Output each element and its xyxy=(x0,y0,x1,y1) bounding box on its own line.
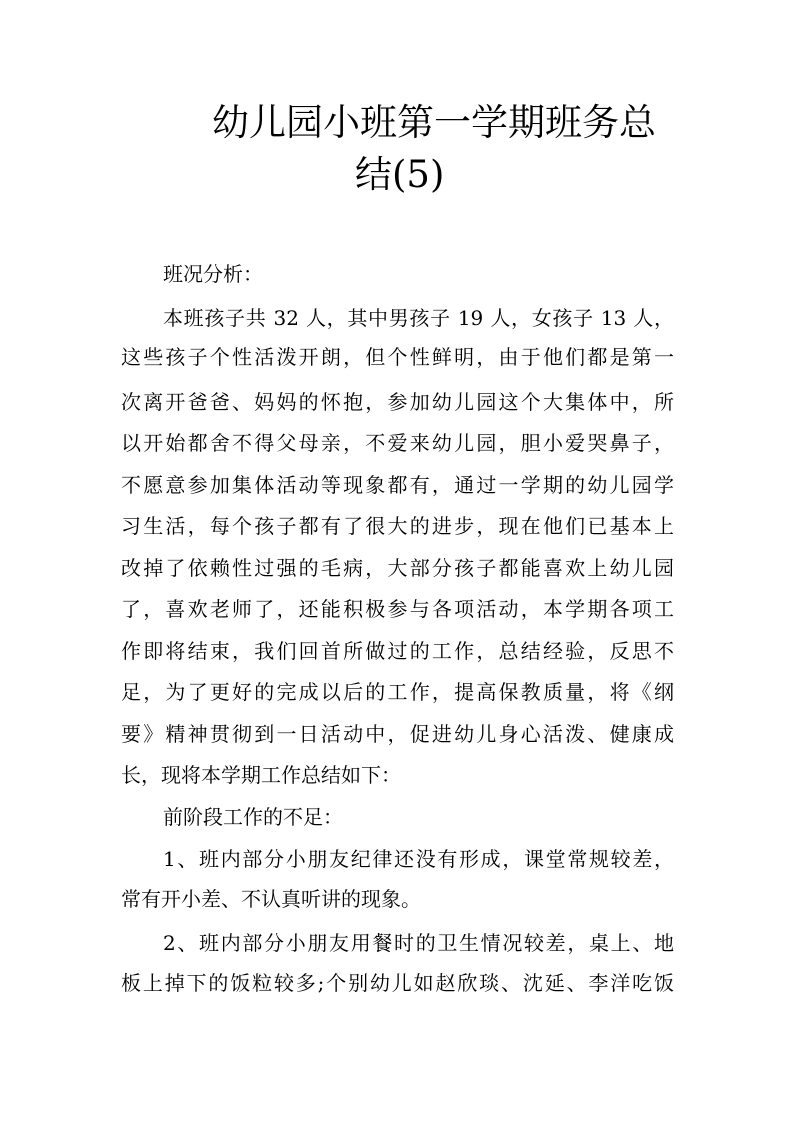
document-title-line-1: 幼儿园小班第一学期班务总 xyxy=(212,101,656,144)
paragraph-line: 足，为了更好的完成以后的工作，提高保教质量，将《纲 xyxy=(121,680,674,704)
list-item-2-continued: 板上掉下的饭粒较多;个别幼儿如赵欣琰、沈延、李洋吃饭 xyxy=(121,971,674,995)
paragraph-line: 要》精神贯彻到一日活动中，促进幼儿身心活泼、健康成 xyxy=(121,722,674,746)
paragraph-line: 长，现将本学期工作总结如下： xyxy=(121,763,401,787)
document-title-line-2: 结(5) xyxy=(355,153,445,196)
list-item-1-continued: 常有开小差、不认真听讲的现象。 xyxy=(121,887,421,911)
list-item-2: 2、班内部分小朋友用餐时的卫生情况较差，桌上、地 xyxy=(163,931,674,955)
section-heading-shortcomings: 前阶段工作的不足： xyxy=(163,805,343,829)
paragraph-line: 作即将结束，我们回首所做过的工作，总结经验，反思不 xyxy=(121,639,674,663)
paragraph-line: 本班孩子共 32 人，其中男孩子 19 人，女孩子 13 人， xyxy=(163,306,674,330)
paragraph-line: 这些孩子个性活泼开朗，但个性鲜明，由于他们都是第一 xyxy=(121,345,674,369)
paragraph-line: 不愿意参加集体活动等现象都有，通过一学期的幼儿园学 xyxy=(121,473,674,497)
paragraph-line: 次离开爸爸、妈妈的怀抱，参加幼儿园这个大集体中，所 xyxy=(121,390,674,414)
paragraph-line: 了，喜欢老师了，还能积极参与各项活动，本学期各项工 xyxy=(121,597,674,621)
list-item-1: 1、班内部分小朋友纪律还没有形成，课堂常规较差， xyxy=(163,847,674,871)
paragraph-line: 改掉了依赖性过强的毛病，大部分孩子都能喜欢上幼儿园 xyxy=(121,556,674,580)
section-heading-class-analysis: 班况分析： xyxy=(163,262,263,286)
paragraph-line: 习生活，每个孩子都有了很大的进步，现在他们已基本上 xyxy=(121,514,674,538)
paragraph-line: 以开始都舍不得父母亲，不爱来幼儿园，胆小爱哭鼻子， xyxy=(121,431,674,455)
